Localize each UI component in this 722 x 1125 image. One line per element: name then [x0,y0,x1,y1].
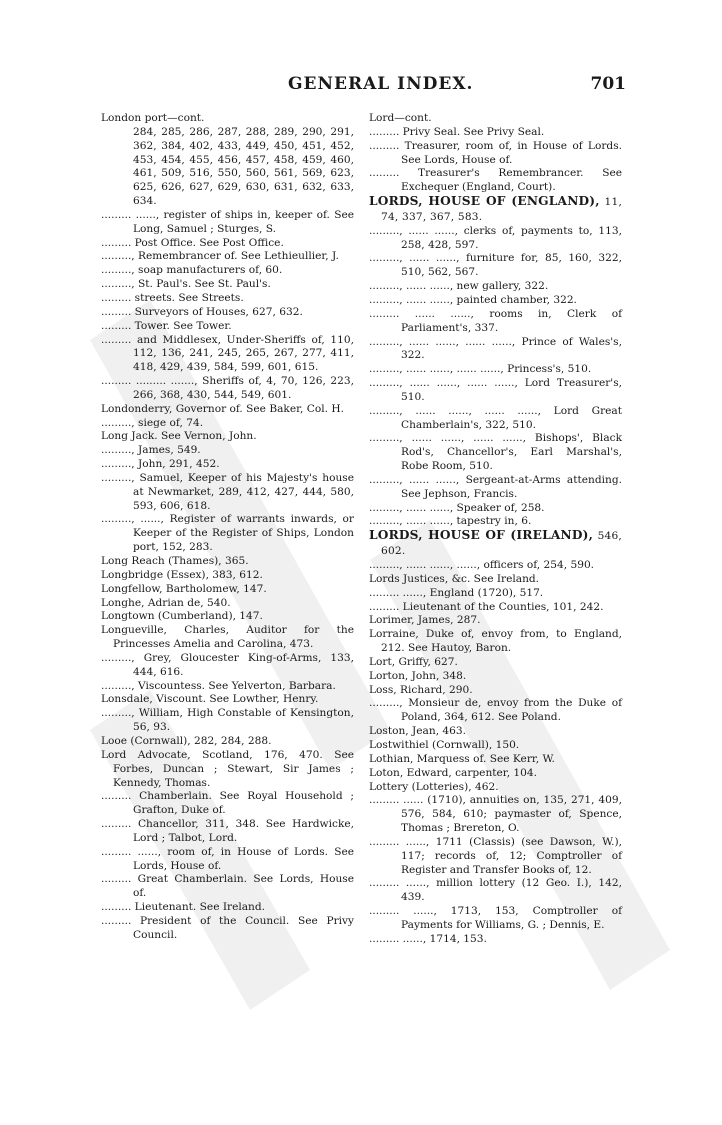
index-entry: Long Reach (Thames), 365. [101,555,249,567]
index-entry: Longfellow, Bartholomew, 147. [101,582,267,595]
index-entry: Long Jack. See Vernon, John. [101,430,257,443]
index-entry: Londonderry, Governor of. See Baker, Col. H. [101,402,344,415]
index-subentry: ........., ...... ......, ...... ......, Lord Great Chamberlain's, 322, 510. [369,404,622,431]
index-subentry: ......... Privy Seal. See Privy Seal. [369,125,545,138]
index-subentry: ......... streets. See Streets. [101,291,244,304]
index-subentry: ........., ......, Register of warrants inwards, or Keeper of the Register of Ships, London port, 152, 283. [101,513,354,554]
index-subentry: ......... ...... ......, rooms in, Clerk of Parliament's, 337. [369,307,622,334]
index-subentry: ........., ...... ......, furniture for, 85, 160, 322, 510, 562, 567. [369,252,622,279]
index-subentry: ........., Grey, Gloucester King-of-Arms, 133, 444, 616. [101,651,354,678]
index-column-left [101,112,354,943]
index-column-right [369,112,622,947]
page-number: 701 [590,74,626,94]
index-entry: Lort, Griffy, 627. [369,655,458,668]
index-subentry: ......... ......... ......., Sheriffs of, 4, 70, 126, 223, 266, 368, 430, 544, 549, 601. [101,375,354,401]
index-subentry: ........., ...... ......, Speaker of, 258. [369,501,545,514]
index-heading: LORDS, HOUSE OF (IRELAND), [369,528,594,543]
index-entry: Longtown (Cumberland), 147. [101,610,263,623]
index-subentry: ........., ...... ......, ...... ......, Prince of Wales's, 322. [369,335,622,362]
index-subentry: ........., ...... ......, Sergeant-at-Arms attending. See Jephson, Francis. [369,473,622,500]
page-header [0,74,722,100]
index-entry: Lorraine, Duke of, envoy from, to England, 212. See Hautoy, Baron. [369,628,622,655]
index-entry: Longueville, Charles, Auditor for the Princesses Amelia and Carolina, 473. [101,624,354,651]
index-subentry: ......... Treasurer's Remembrancer. See Exchequer (England, Court). [369,167,622,194]
index-subentry: ........., Viscountess. See Yelverton, Barbara. [101,679,336,692]
index-subentry: ........., Monsieur de, envoy from the Duke of Poland, 364, 612. See Poland. [369,697,622,724]
index-entry: London port—cont. [101,112,205,124]
index-subentry: ........., James, 549. [101,444,201,457]
index-subentry: ........., Remembrancer of. See Lethieullier, J. [101,250,339,263]
index-subentry: ........., siege of, 74. [101,416,204,429]
index-heading-pages: 11, 74, 337, 367, 583. [381,196,623,223]
index-entry: Lords Justices, &c. See Ireland. [369,572,540,585]
index-subentry: ......... Chancellor, 311, 348. See Hardwicke, Lord ; Talbot, Lord. [101,818,354,844]
index-subentry: ........., John, 291, 452. [101,458,220,471]
index-subentry: ........., ...... ......, new gallery, 322. [369,280,549,293]
index-entry: Lord Advocate, Scotland, 176, 470. See Forbes, Duncan ; Stewart, Sir James ; Kennedy, Thomas. [101,748,354,789]
index-subentry: ......... Lieutenant. See Ireland. [101,901,266,914]
index-subentry: ........., William, High Constable of Kensington, 56, 93. [101,707,354,734]
index-subentry: ........., ...... ......, ...... ......, Bishops', Black Rod's, Chancellor's, Earl Marshal's, Robe Room, 510. [369,432,622,473]
index-subentry: ......... Lieutenant of the Counties, 101, 242. [369,600,604,613]
index-subentry: ......... and Middlesex, Under-Sheriffs of, 110, 112, 136, 241, 245, 265, 267, 277, 411, 418, 429, 439, 584, 599, 601, 615. [101,333,354,374]
index-subentry: ......... ......, 1713, 153, Comptroller of Payments for Williams, G. ; Dennis, E. [369,905,622,931]
index-entry: Lorimer, James, 287. [369,614,481,627]
page-title: GENERAL INDEX. [288,74,474,94]
index-entry: Loss, Richard, 290. [369,683,473,696]
index-entry: Longhe, Adrian de, 540. [101,596,231,609]
index-subentry: ......... Chamberlain. See Royal Household ; Grafton, Duke of. [101,790,354,817]
index-subentry: ........., ...... ......, tapestry in, 6. [369,515,532,528]
index-heading-pages: 546, 602. [381,530,622,558]
index-entry: Loton, Edward, carpenter, 104. [369,766,538,779]
index-subentry: ......... ......, register of ships in, keeper of. See Long, Samuel ; Sturges, S. [101,208,354,235]
index-subentry: ......... ......, million lottery (12 Geo. I.), 142, 439. [369,877,622,904]
index-subentry: ........., St. Paul's. See St. Paul's. [101,278,271,291]
index-subentry: ......... ......, room of, in House of Lords. See Lords, House of. [101,845,354,872]
index-entry: Lothian, Marquess of. See Kerr, W. [369,752,555,765]
index-subentry: ......... Tower. See Tower. [101,319,232,332]
index-entry: Lottery (Lotteries), 462. [369,780,499,793]
index-subentry: ......... Great Chamberlain. See Lords, House of. [101,873,354,900]
index-entry: Lostwithiel (Cornwall), 150. [369,738,520,751]
index-entry: Looe (Cornwall), 282, 284, 288. [101,734,272,747]
index-subentry: ........., Samuel, Keeper of his Majesty's house at Newmarket, 289, 412, 427, 444, 580, 593, 606, 618. [101,471,354,512]
index-heading-entry [369,529,622,559]
index-subentry: ......... ......, 1714, 153. [369,932,487,945]
index-subentry: ......... ...... (1710), annuities on, 135, 271, 409, 576, 584, 610; paymaster of, Spence, Thomas ; Brereton, O. [369,794,622,835]
index-subentry: ......... President of the Council. See Privy Council. [101,914,354,941]
index-subentry: ........., ...... ......, ...... ......, Lord Treasurer's, 510. [369,377,622,403]
index-subentry: ......... Post Office. See Post Office. [101,236,284,249]
index-subentry: ........., ...... ......, clerks of, payments to, 113, 258, 428, 597. [369,224,622,251]
index-entry: Lorton, John, 348. [369,669,467,682]
index-subentry: ......... ......, England (1720), 517. [369,586,544,599]
index-page-numbers: 284, 285, 286, 287, 288, 289, 290, 291, 362, 384, 402, 433, 449, 450, 451, 452, 453, 454, 455, 456, 457, 458, 459, 460, 461, 509, 516, 550, 560, 561, 569, 623, 625, 626, 627, 629, 630, 631, 632, 633, 634. [133,125,354,208]
index-entry: Longbridge (Essex), 383, 612. [101,568,263,581]
index-heading: LORDS, HOUSE OF (ENGLAND), [369,194,600,209]
index-subentry: ........., ...... ......, ...... ......, Princess's, 510. [369,363,592,376]
index-subentry: ........., ...... ......, painted chamber, 322. [369,293,577,306]
index-entry: Lonsdale, Viscount. See Lowther, Henry. [101,693,319,706]
index-subentry: ......... Treasurer, room of, in House of Lords. See Lords, House of. [369,139,622,166]
index-subentry: ........., ...... ......, ......, officers of, 254, 590. [369,559,595,571]
index-subentry: ........., soap manufacturers of, 60. [101,264,283,277]
index-entry: Lord—cont. [369,112,432,124]
index-subentry: ......... Surveyors of Houses, 627, 632. [101,305,303,318]
index-entry: Loston, Jean, 463. [369,725,467,738]
index-heading-entry [369,195,622,225]
index-subentry: ......... ......, 1711 (Classis) (see Dawson, W.), 117; records of, 12; Comptroller of Register and Transfer Books of, 12. [369,835,622,876]
